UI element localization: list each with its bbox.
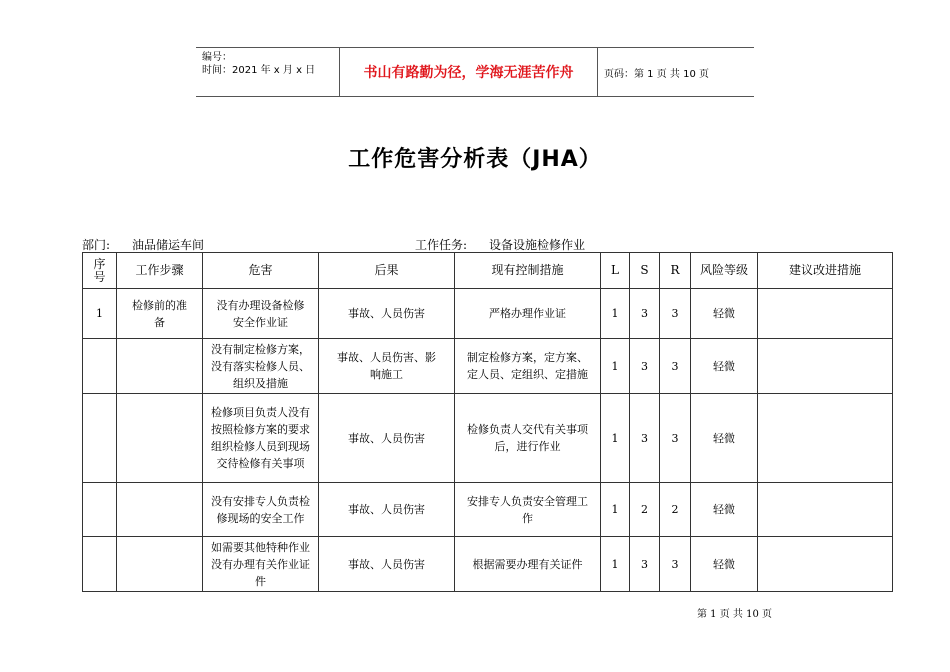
- col-header-consequence: 后果: [319, 253, 455, 289]
- cell-suggestion: [758, 483, 893, 537]
- cell-s: 2: [630, 483, 660, 537]
- cell-no: [83, 394, 117, 483]
- page-footer: 第 1 页 共 10 页: [697, 609, 772, 620]
- task-value: 设备设施检修作业: [489, 238, 586, 252]
- cell-suggestion: [758, 289, 893, 339]
- cell-consequence: 事故、人员伤害、影响施工: [319, 339, 455, 394]
- cell-step: [117, 537, 203, 592]
- cell-no: 1: [83, 289, 117, 339]
- cell-consequence: 事故、人员伤害: [319, 483, 455, 537]
- cell-control: 安排专人负责安全管理工作: [455, 483, 601, 537]
- cell-step: [117, 339, 203, 394]
- cell-consequence: 事故、人员伤害: [319, 289, 455, 339]
- cell-no: [83, 537, 117, 592]
- cell-hazard: 检修项目负责人没有按照检修方案的要求组织检修人员到现场交待检修有关事项: [203, 394, 319, 483]
- cell-l: 1: [601, 289, 630, 339]
- cell-hazard: 没有制定检修方案，没有落实检修人员、组织及措施: [203, 339, 319, 394]
- cell-l: 1: [601, 483, 630, 537]
- department-info: [82, 236, 204, 253]
- col-header-control: 现有控制措施: [455, 253, 601, 289]
- cell-suggestion: [758, 394, 893, 483]
- table-row: [83, 483, 893, 537]
- time-label: 时间：2021 年 x 月 x 日: [202, 65, 316, 76]
- cell-consequence: 事故、人员伤害: [319, 394, 455, 483]
- col-header-s: S: [630, 253, 660, 289]
- cell-r: 2: [660, 483, 691, 537]
- cell-suggestion: [758, 339, 893, 394]
- cell-suggestion: [758, 537, 893, 592]
- cell-s: 3: [630, 537, 660, 592]
- jha-table: [82, 252, 893, 592]
- motto: 书山有路勤为径，学海无涯苦作舟: [340, 48, 598, 96]
- cell-control: 检修负责人交代有关事项后，进行作业: [455, 394, 601, 483]
- cell-l: 1: [601, 339, 630, 394]
- page-title: 工作危害分析表（JHA）: [348, 147, 602, 172]
- document-header: [196, 47, 754, 97]
- col-header-suggestion: 建议改进措施: [758, 253, 893, 289]
- cell-no: [83, 339, 117, 394]
- department-label: 部门:: [82, 238, 111, 252]
- number-label: 编号：: [202, 52, 232, 63]
- col-header-r: R: [660, 253, 691, 289]
- cell-step: 检修前的准备: [117, 289, 203, 339]
- col-header-l: L: [601, 253, 630, 289]
- col-header-hazard: 危害: [203, 253, 319, 289]
- cell-control: 根据需要办理有关证件: [455, 537, 601, 592]
- cell-step: [117, 394, 203, 483]
- table-row: [83, 289, 893, 339]
- cell-level: 轻微: [691, 339, 758, 394]
- cell-consequence: 事故、人员伤害: [319, 537, 455, 592]
- cell-level: 轻微: [691, 483, 758, 537]
- cell-s: 3: [630, 339, 660, 394]
- cell-r: 3: [660, 289, 691, 339]
- cell-no: [83, 483, 117, 537]
- task-info: [415, 236, 585, 253]
- cell-level: 轻微: [691, 394, 758, 483]
- cell-hazard: 没有安排专人负责检修现场的安全工作: [203, 483, 319, 537]
- table-row: [83, 339, 893, 394]
- task-label: 工作任务:: [415, 238, 468, 252]
- table-row: [83, 394, 893, 483]
- cell-step: [117, 483, 203, 537]
- table-header-row: [83, 253, 893, 289]
- cell-hazard: 没有办理设备检修安全作业证: [203, 289, 319, 339]
- col-header-no: 序号: [83, 253, 117, 289]
- cell-level: 轻微: [691, 537, 758, 592]
- cell-s: 3: [630, 394, 660, 483]
- cell-r: 3: [660, 339, 691, 394]
- cell-hazard: 如需要其他特种作业没有办理有关作业证件: [203, 537, 319, 592]
- cell-level: 轻微: [691, 289, 758, 339]
- cell-r: 3: [660, 394, 691, 483]
- cell-control: 严格办理作业证: [455, 289, 601, 339]
- col-header-level: 风险等级: [691, 253, 758, 289]
- cell-r: 3: [660, 537, 691, 592]
- cell-control: 制定检修方案，定方案、定人员、定组织、定措施: [455, 339, 601, 394]
- col-header-step: 工作步骤: [117, 253, 203, 289]
- department-value: 油品储运车间: [132, 238, 205, 252]
- header-info: [196, 48, 340, 96]
- cell-l: 1: [601, 537, 630, 592]
- cell-l: 1: [601, 394, 630, 483]
- cell-s: 3: [630, 289, 660, 339]
- page-label: 页码：第 1 页 共 10 页: [604, 68, 709, 80]
- table-row: [83, 537, 893, 592]
